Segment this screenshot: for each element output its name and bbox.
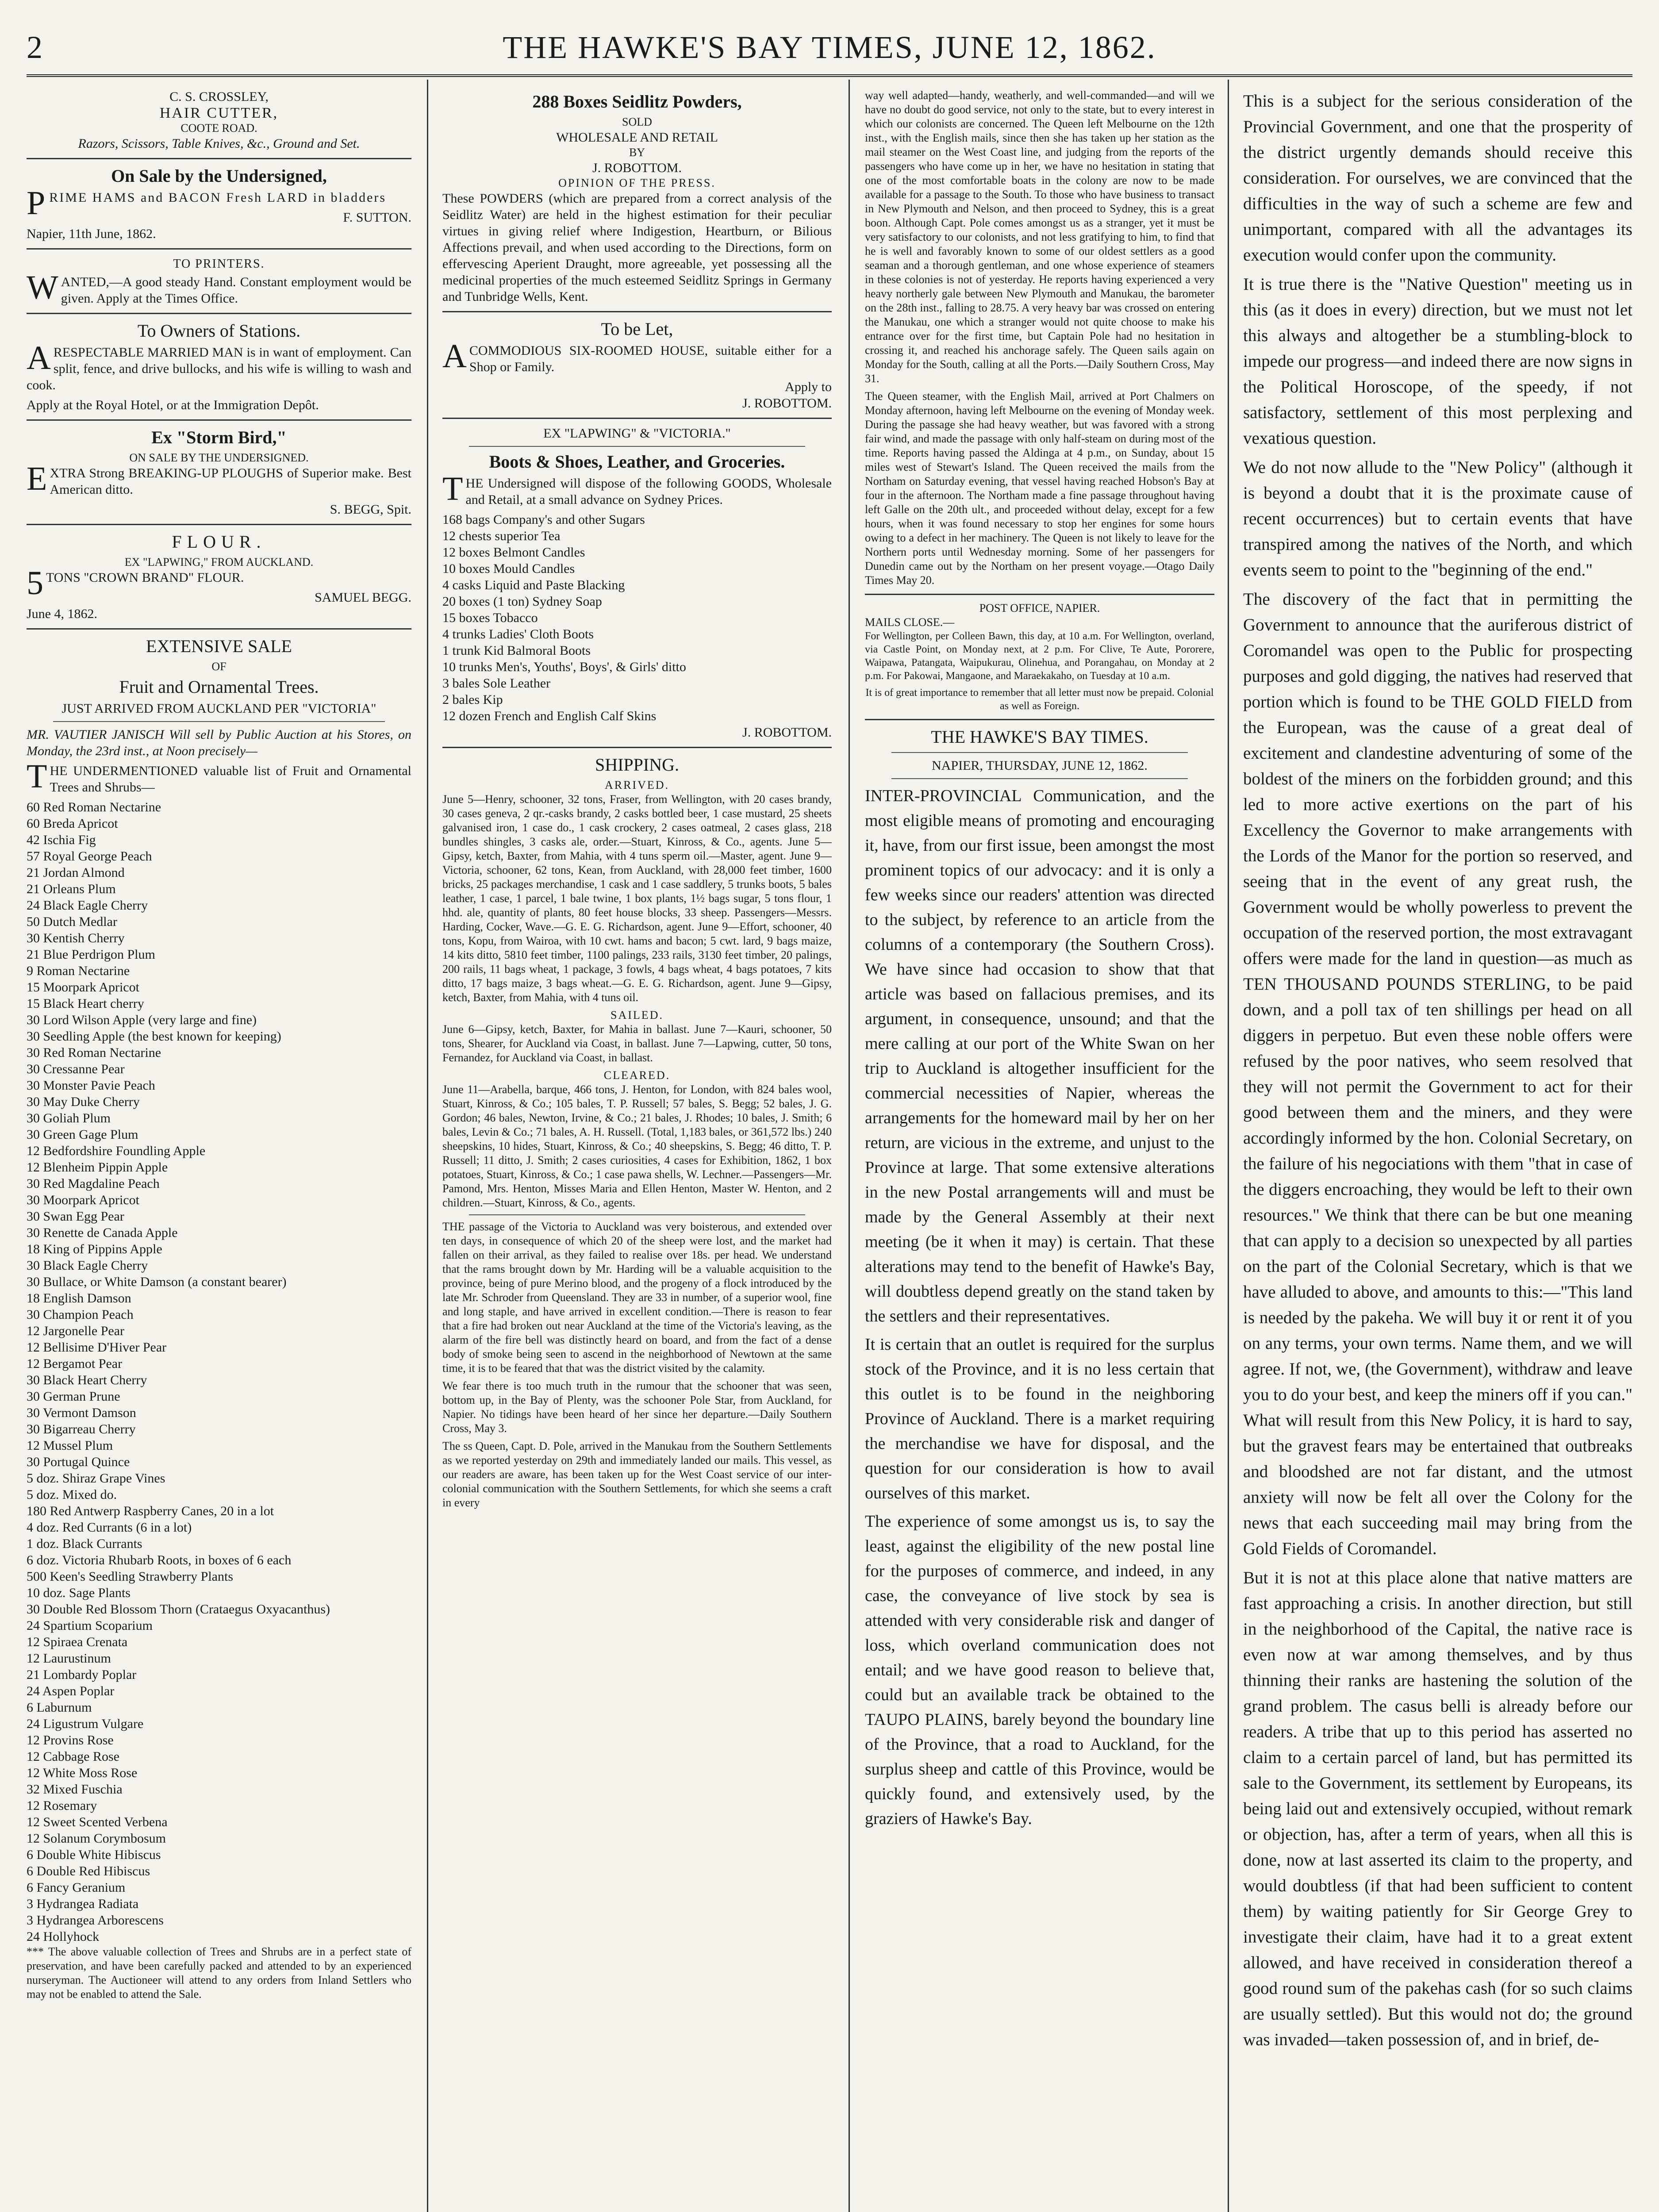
paper-heading: THE HAWKE'S BAY TIMES. (931, 727, 1148, 747)
tree-list-item: 30 Seedling Apple (the best known for keeping) (27, 1029, 281, 1044)
tree-list-item: 12 Bergamot Pear (27, 1356, 123, 1371)
rumour-para: We fear there is too much truth in the rumour that the schooner that was seen, bottom up, in the Bay of Plenty, was the schooner Pole Star, from Auckland, for Napier. No tidings have been heard of her since her departure.—Daily Southern Cross, May 3. (442, 1379, 832, 1435)
tree-list-item: 50 Dutch Medlar (27, 914, 117, 929)
tree-list-item: 30 Black Heart Cherry (27, 1373, 147, 1387)
tree-list-item: 12 Solanum Corymbosum (27, 1831, 166, 1846)
tree-list-item: 30 Renette de Canada Apple (27, 1225, 178, 1240)
tree-list-item: 30 Cressanne Pear (27, 1062, 125, 1076)
goods-list-item: 2 bales Kip (442, 692, 503, 707)
article-para-3: We do not now allude to the "New Policy" (although it is beyond a doubt that it is the proximate cause of recent occurrences) but to certain events that have transpired among the natives of the North, and which events seem to point to the "beginning of the end." (1243, 458, 1632, 580)
divider (27, 313, 411, 314)
tree-list-item: 30 Swan Egg Pear (27, 1209, 124, 1224)
cleared-label: CLEARED. (603, 1069, 671, 1082)
let-text: ACOMMODIOUS SIX-ROOMED HOUSE, suitable either for a Shop or Family. (442, 338, 832, 375)
tree-list-item: 12 Mussel Plum (27, 1438, 113, 1453)
goods-list-item: 15 boxes Tobacco (442, 611, 538, 625)
tree-list-item: 30 Bigarreau Cherry (27, 1422, 136, 1436)
tree-list-item: 1 doz. Black Currants (27, 1536, 142, 1551)
tree-list-item: 24 Ligustrum Vulgare (27, 1717, 144, 1731)
seidlitz-heading: 288 Boxes Seidlitz Powders, (532, 92, 742, 111)
crossley-goods: Razors, Scissors, Table Knives, &c., Ground and Set. (78, 136, 360, 151)
divider (53, 721, 385, 722)
seidlitz-text: These POWDERS (which are prepared from a correct analysis of the Seidlitz Water) are held in the highest estimation for their peculiar virtues in giving relief where Indigestion, Heartburn, or Bilious Affections prevail, and when used according to the Directions, form on effervescing Aperient Draught, more agreeable, yet possessing all the medicinal properties of the much esteemed Seidlitz Springs in Germany and Tunbridge Wells, Kent. (442, 191, 832, 304)
tree-list-item: 18 King of Pippins Apple (27, 1242, 162, 1256)
divider (442, 311, 832, 312)
tree-list-item: 3 Hydrangea Radiata (27, 1897, 139, 1911)
article-para-1: This is a subject for the serious consideration of the Provincial Government, and one that the prosperity of the district urgently demands should receive this consideration. For ourselves, we are convinced that the difficulties in the way of such a scheme are few and unimportant, compared with all the advantages its execution would confer upon the community. (1243, 92, 1632, 265)
goods-list-item: 3 bales Sole Leather (442, 676, 551, 691)
sale-date: Napier, 11th June, 1862. (27, 227, 156, 241)
goods-list-item: 4 trunks Ladies' Cloth Boots (442, 627, 594, 641)
tree-list-item: 6 Double Red Hibiscus (27, 1864, 150, 1878)
let-name: J. ROBOTTOM. (742, 396, 832, 411)
tree-list-item: 12 Rosemary (27, 1798, 97, 1813)
tree-list-item: 9 Roman Nectarine (27, 964, 130, 978)
divider (27, 628, 411, 630)
divider (865, 719, 1214, 720)
owners-heading: To Owners of Stations. (137, 321, 301, 341)
column-4 (1243, 88, 1632, 2212)
goods-list (442, 511, 832, 724)
tree-list-item: 24 Hollyhock (27, 1929, 100, 1944)
printers-heading: TO PRINTERS. (173, 257, 265, 271)
sailed-text: June 6—Gipsy, ketch, Baxter, for Mahia in ballast. June 7—Kauri, schooner, 50 tons, Shearer, for Auckland via Coast, in ballast. June 7—Lapwing, cutter, 50 tons, Fernandez, for Auckland via Coast, in ballast. (442, 1023, 832, 1064)
tree-list-item: 5 doz. Shiraz Grape Vines (27, 1471, 165, 1486)
tree-list-item: 6 Fancy Geranium (27, 1880, 126, 1895)
flour-date: June 4, 1862. (27, 607, 97, 621)
trees-list (27, 799, 411, 1945)
let-heading: To be Let, (601, 319, 673, 339)
printers-text: WANTED,—A good steady Hand. Constant employment would be given. Apply at the Times Office. (27, 269, 411, 306)
goods-list-item: 10 trunks Men's, Youths', Boys', & Girls' ditto (442, 660, 686, 674)
tree-list-item: 3 Hydrangea Arborescens (27, 1913, 164, 1928)
ext-arrived: JUST ARRIVED FROM AUCKLAND PER "VICTORIA" (61, 701, 376, 716)
tree-list-item: 12 Provins Rose (27, 1733, 114, 1747)
tree-list-item: 4 doz. Red Currants (6 in a lot) (27, 1520, 192, 1535)
newspaper-title: THE HAWKE'S BAY TIMES, JUNE 12, 1862. (503, 30, 1156, 65)
flour-sign: SAMUEL BEGG. (315, 590, 411, 605)
tree-list-item: 18 English Damson (27, 1291, 131, 1306)
tree-list-item: 500 Keen's Seedling Strawberry Plants (27, 1569, 233, 1584)
goods-list-item: 12 chests superior Tea (442, 529, 561, 543)
let-apply: Apply to (785, 380, 832, 394)
article-para-2: It is true there is the "Native Question" meeting us in this (as it does in every) direction, but we must not let this always and altogether be a stumbling-block to impede our progress—and indeed there are now signs in the Political Horoscope, of the speedy, if not satisfactory, settlement of this most perplexing and vexatious question. (1243, 275, 1632, 448)
flour-heading: FLOUR. (172, 532, 266, 552)
mails-note: It is of great importance to remember that all letter must now be prepaid. Colonial as well as Foreign. (865, 687, 1214, 712)
masthead (27, 26, 1632, 77)
cleared-text: June 11—Arabella, barque, 466 tons, J. Henton, for London, with 824 bales wool, Stuart, Kinross, & Co.; 105 bales, T. P. Russell; 57 bales, S. Begg; 52 bales, J. G. Gordon; 46 bales, Newton, Irvine, & Co.; 21 bales, J. Rhodes; 10 bales, J. Smith; 6 bales, Levin & Co.; 71 bales, A. H. Russell. (Total, 1,183 bales, or 361,572 lbs.) 240 sheepskins, 10 hides, Stuart, Kinross, & Co.; 40 sheepskins, S. Begg; 46 ditto, T. P. Russell; 11 ditto, J. Smith; 2 cases curiosities, 4 cases for Exhibition, 1862, 1 box potatoes, Stuart, Kinross, & Co.; 1 case pawa shells, W. Lechner.—Passengers—Mr. Pamond, Mrs. Henton, Misses Maria and Ellen Henton, Master W. Henton, and 2 children.—Stuart, Kinross, & Co., agents. (442, 1083, 832, 1209)
stormbird-sub: ON SALE BY THE UNDERSIGNED. (129, 451, 309, 464)
column-rule (849, 80, 850, 2212)
crossley-name: C. S. CROSSLEY, (169, 89, 269, 104)
tree-list-item: 12 White Moss Rose (27, 1766, 138, 1780)
divider (469, 1214, 805, 1215)
stormbird-heading: Ex "Storm Bird," (151, 427, 287, 447)
tree-list-item: 30 Vermont Damson (27, 1406, 136, 1420)
divider (27, 248, 411, 250)
divider (469, 446, 805, 447)
tree-list-item: 6 doz. Victoria Rhubarb Roots, in boxes of 6 each (27, 1553, 292, 1567)
ex-heading: EX "LAPWING" & "VICTORIA." (543, 426, 731, 441)
tree-list-item: 15 Black Heart cherry (27, 996, 144, 1011)
sale-text: PRIME HAMS and BACON Fresh LARD in bladders (27, 184, 387, 222)
tree-list-item: 30 Double Red Blossom Thorn (Crataegus Oxyacanthus) (27, 1602, 330, 1617)
victoria-para: THE passage of the Victoria to Auckland was very boisterous, and extended over ten days, in consequence of which 20 of the sheep were lost, and the market had fallen on their arrival, as they failed to realise over 18s. per head. We understand that the rams brought down by Mr. Harding will be a valuable acquisition to the province, being of pure Merino blood, and the progeny of a flock introduced by the late Mr. Schroder from Queensland. They are 33 in number, of a superior wool, fine and long staple, and have arrived in excellent condition.—There is reason to fear that a fire had broken out near Auckland at the time of the Victoria's leaving, as the alarm of the fire bell was distinctly heard on board, and from the fact of a dense body of smoke being seen to ascend in the neighborhood of Newtown at the same time, it is to be feared that that was the district visited by the calamity. (442, 1220, 832, 1375)
boots-sign: J. ROBOTTOM. (742, 725, 832, 740)
article-para-5: But it is not at this place alone that native matters are fast approaching a crisis. In another direction, but still in the neighborhood of the Capital, the native race is even now at war among themselves, and by thus thinning their ranks are hastening the solution of the grand problem. The casus belli is already before our readers. A tribe that up to this period has asserted no claim to a certain parcel of land, but has permitted its sale to the Government, its settlement by Europeans, its being laid out and extensively occupied, without remark or objection, has, after a term of years, when all this is done, now at last asserted its claim to the property, and would doubtless (if that had been sufficient to content them) by waiting patiently for Sir George Grey to investigate their claim, have had it to a great extent allowed, and have received in consideration thereof a good round sum of the pakehas cash (for so such claims are usually settled). But this would not do; the ground was invaded—taken possession of, and in brief, de- (1243, 1568, 1632, 2049)
ext-heading: EXTENSIVE SALE (146, 636, 292, 656)
seidlitz-opinion: OPINION OF THE PRESS. (558, 177, 716, 189)
stormbird-text: EXTRA Strong BREAKING-UP PLOUGHS of Superior make. Best American ditto. (27, 460, 411, 497)
tree-list-item: 15 Moorpark Apricot (27, 980, 139, 995)
ext-auction: MR. VAUTIER JANISCH Will sell by Public Auction at his Stores, on Monday, the 23rd inst., at Noon precisely— (27, 727, 411, 758)
tree-list-item: 24 Aspen Poplar (27, 1684, 115, 1698)
tree-list-item: 6 Double White Hibiscus (27, 1847, 161, 1862)
divider (27, 419, 411, 421)
tree-list-item: 24 Spartium Scoparium (27, 1618, 153, 1633)
tree-list-item: 12 Sweet Scented Verbena (27, 1815, 168, 1829)
arrived-text: June 5—Henry, schooner, 32 tons, Fraser, from Wellington, with 20 cases brandy, 30 cases geneva, 2 qr.-casks brandy, 2 casks bottled beer, 1 case mustard, 25 sheets galvanised iron, 1 case do., 1 cask crockery, 2 cases oatmeal, 2 cases glass, 218 bundles shingles, 3 casks ale, order.—Stuart, Kinross, & Co., agents. June 5—Gipsy, ketch, Baxter, from Mahia, with 4 tuns sperm oil.—Master, agent. June 9—Victoria, schooner, 62 tons, Kean, from Auckland, with 28,000 feet timber, 1600 bricks, 25 packages merchandise, 1 cask and 1 case saddlery, 5 trunks boots, 5 bales leather, 1 case, 1 parcel, 1 bale twine, 1 box plants, 1½ bags sugar, 5 tons flour, 1 hhd. ale, quantity of plants, 80 feet house blocks, 33 sheep. Passengers—Messrs. Harding, Cocker, Wave.—G. E. G. Richardson, agent. June 9—Effort, schooner, 40 tons, Kopu, from Wairoa, with 10 cwt. hams and bacon; 5 cwt. lard, 9 bags maize, 14 kits ditto, 5810 feet timber, 1100 palings, 233 rails, 3130 feet timber, 20 palings, 200 rails, 11 bags wheat, 1 package, 3 fowls, 4 bags wheat, 4 bags potatoes, 7 kits ditto, 17 bags maize, 3 bags wheat.—G. E. G. Richardson, agent. June 9—Gipsy, ketch, Baxter, from Mahia, with 4 tuns oil. (442, 793, 832, 1004)
ext-note: *** The above valuable collection of Trees and Shrubs are in a perfect state of preservation, and have been carefully packed and attended to by an experienced nurseryman. The Auctioneer will attend to any orders from Inland Settlers who may not be enabled to attend the Sale. (27, 1945, 411, 2001)
goods-list-item: 12 dozen French and English Calf Skins (442, 709, 657, 723)
stormbird-sign: S. BEGG, Spit. (330, 502, 411, 517)
divider (891, 778, 1188, 779)
divider (27, 524, 411, 525)
arrived-label: ARRIVED. (604, 779, 670, 791)
owners-apply: Apply at the Royal Hotel, or at the Immigration Depôt. (27, 398, 319, 412)
tree-list-item: 10 doz. Sage Plants (27, 1586, 131, 1600)
tree-list-item: 42 Ischia Fig (27, 833, 96, 847)
tree-list-item: 12 Blenheim Pippin Apple (27, 1160, 168, 1175)
sale-heading: On Sale by the Undersigned, (111, 166, 327, 186)
tree-list-item: 30 Red Roman Nectarine (27, 1045, 161, 1060)
tree-list-item: 12 Spiraea Crenata (27, 1635, 128, 1649)
tree-list-item: 57 Royal George Peach (27, 849, 152, 864)
goods-list-item: 4 casks Liquid and Paste Blacking (442, 578, 625, 592)
crossley-trade: HAIR CUTTER, (159, 105, 279, 121)
sailed-label: SAILED. (611, 1009, 664, 1022)
ext-intro: THE UNDERMENTIONED valuable list of Fruit and Ornamental Trees and Shrubs— (27, 758, 411, 795)
tree-list-item: 12 Cabbage Rose (27, 1749, 119, 1764)
crossley-road: COOTE ROAD. (180, 122, 257, 134)
goods-list-item: 10 boxes Mould Candles (442, 561, 575, 576)
divider (891, 752, 1188, 753)
flour-text: 5TONS "CROWN BRAND" FLOUR. (27, 565, 244, 602)
column-1 (27, 88, 411, 2212)
flour-sub: EX "LAPWING," FROM AUCKLAND. (124, 556, 314, 568)
tree-list-item: 30 Red Magdaline Peach (27, 1176, 160, 1191)
ext-of: OF (211, 660, 227, 673)
column-3 (865, 88, 1214, 2212)
leader-para-2: It is certain that an outlet is required for the surplus stock of the Province, and it is no less certain that this outlet is to be found in the neighboring Province of Auckland. There is a market requiring the merchandise we have for disposal, and the question for our consideration is how to avail ourselves of this market. (865, 1335, 1214, 1502)
tree-list-item: 12 Jargonelle Pear (27, 1324, 125, 1338)
seidlitz-sold: SOLD (622, 115, 652, 128)
divider (865, 594, 1214, 595)
tree-list-item: 30 Monster Pavie Peach (27, 1078, 155, 1093)
divider (442, 418, 832, 419)
column-rule (1228, 80, 1229, 2212)
tree-list-item: 21 Lombardy Poplar (27, 1667, 137, 1682)
article-para-4: The discovery of the fact that in permitting the Government to announce that the auriferous district of Coromandel was open to the Public for prospecting purposes and gold digging, the natives had reserved that portion which is found to be THE GOLD FIELD from the European, was the cause of a great deal of excitement and clandestine adventuring of some of the boldest of the miners on the forbidden ground; and this led to more active exertions on the part of his Excellency the Governor to make arrangements with the Lords of the Manor for the portion so reserved, and seeing that in the event of any great rush, the Government would be wholly powerless to prevent the occupation of the reserved portion, the most extravagant offers were made for the land in question—as much as TEN THOUSAND POUNDS STERLING, to be paid down, and a poll tax of ten shillings per head on all diggers in perpetuo. But even these noble offers were refused by the poor natives, who seem resolved that they will not permit the Government to act for their good between them and the miners, and they were accordingly informed by the hon. Colonial Secretary, on the failure of his negociations with them "that in case of the diggers encroaching, they would be left to their own resources." We think that there can be but one meaning that can apply to a decision so unexpected by all parties on the part of the Colonial Secretary, which is that we have alluded to above, and amounts to this:—"This land is needed by the pakeha. We will buy it or rent it of you on any terms, your own terms. Name them, and we will agree. If not, we, (the Government), withdraw and leave you to do your best, and keep the miners off if you can." What will result from this New Policy, it is hard to say, but the gravest fears may be entertained that outbreaks and bloodshed are not far distant, and the utmost anxiety will now be felt all over the Colony for the news that each succeeding mail may bring from the Gold Fields of Coromandel. (1243, 590, 1632, 1558)
tree-list-item: 21 Orleans Plum (27, 882, 116, 896)
mails-text: For Wellington, per Colleen Bawn, this day, at 10 a.m. For Wellington, overland, via Castle Point, on Monday next, at 2 p.m. For Clive, Te Aute, Pororere, Waipawa, Patangata, Waipukurau, Olinehua, and Porangahau, on Monday at 2 p.m. For Pakowai, Mangaone, and Maraekakaho, on Tuesday at 10 a.m. (865, 630, 1214, 682)
tree-list-item: 30 Portugal Quince (27, 1455, 130, 1469)
seidlitz-name: J. ROBOTTOM. (592, 161, 682, 175)
owners-text: ARESPECTABLE MARRIED MAN is in want of employment. Can split, fence, and drive bullocks, and his wife is willing to wash and cook. (27, 339, 411, 392)
goods-list-item: 12 boxes Belmont Candles (442, 545, 585, 560)
seidlitz-sub: WHOLESALE AND RETAIL (556, 130, 718, 145)
tree-list-item: 60 Red Roman Nectarine (27, 800, 161, 814)
shipping-heading: SHIPPING. (595, 755, 680, 775)
tree-list-item: 30 Goliah Plum (27, 1111, 111, 1125)
boots-heading: Boots & Shoes, Leather, and Groceries. (489, 452, 785, 472)
cont-para: way well adapted—handy, weatherly, and well-commanded—and will we have no doubt do good service, not only to the state, but to every interest in which our colonists are concerned. The Queen left Melbourne on the 12th inst., with the English mails, since then she has taken up her station as the mail steamer on the West Coast line, and judging from the reports of the passengers who have come up in her, we have no hesitation in stating that one of the most comfortable boats in the colony are now to be made available for a passage to the South. To those who have business to transact in New Plymouth and Nelson, and then proceed to Sydney, this is a great boon. Although Capt. Pole comes amongst us as a stranger, yet it must be very satisfactory to our colonists, and not less gratifying to him, to find that he is well and favorably known to some of our oldest settlers as a good seaman and a thorough gentleman, and one whose experience of steamers in these colonies is not of yesterday. He reports having experienced a very heavy northerly gale between New Plymouth and Manukau, the barometer on the 28th inst., falling to 28.75. A very heavy bar was crossed on entering the Manukau, one which a stranger would not quite choose to make his entrance over for the first time, but Captain Pole had no hesitation in crossing it, and reached his anchorage safely. The Queen sails again on Monday for the South, calling at all the Ports.—Daily Southern Cross, May 31. (865, 89, 1214, 385)
seidlitz-by: BY (629, 146, 645, 159)
tree-list-item: 30 German Prune (27, 1389, 120, 1404)
tree-list-item: 12 Bedfordshire Foundling Apple (27, 1144, 206, 1158)
tree-list-item: 24 Black Eagle Cherry (27, 898, 148, 913)
ext-sub: Fruit and Ornamental Trees. (119, 677, 319, 697)
tree-list-item: 30 Champion Peach (27, 1307, 134, 1322)
goods-list-item: 168 bags Company's and other Sugars (442, 512, 645, 527)
tree-list-item: 32 Mixed Fuschia (27, 1782, 123, 1797)
tree-list-item: 180 Red Antwerp Raspberry Canes, 20 in a lot (27, 1504, 274, 1518)
leader-para-3: The experience of some amongst us is, to say the least, against the eligibility of the new postal line for the purposes of commerce, and indeed, in any case, the conveyance of live stock by sea is attended with very considerable risk and danger of loss, which overland communication does not entail; and we have good reason to believe that, could but an available track be obtained to the TAUPO PLAINS, barely beyond the boundary line of the Province, that a road to Auckland, for the surplus sheep and cattle of this Province, would be quickly found, and extensively used, by the graziers of Hawke's Bay. (865, 1512, 1214, 1828)
goods-list-item: 1 trunk Kid Balmoral Boots (442, 643, 591, 658)
column-rule (427, 80, 428, 2212)
tree-list-item: 30 Black Eagle Cherry (27, 1258, 148, 1273)
tree-list-item: 12 Laurustinum (27, 1651, 111, 1666)
queen2-para: The Queen steamer, with the English Mail, arrived at Port Chalmers on Monday afternoon, having left Melbourne on the evening of Monday week. During the passage she had heavy weather, but was favored with a strong fair wind, and made the passage with only half-steam on during most of the time. Reports having passed the Aldinga at 4 p.m., on Sunday, about 15 miles west of Stewart's Island. The Queen received the mails from the Northam on Saturday evening, that vessel having reached Hobson's Bay at four in the afternoon. The Northam made a fine passage throughout having left Galle on the 20th ult., and proceeded without delay, except for a few hours, when it was found necessary to stop her engines for some hours owing to a defect in her machinery. The Queen is not likely to leave for the Northern ports until Wednesday morning. Some of her passengers for Dunedin came out by the Northam on her present voyage.—Otago Daily Times May 20. (865, 390, 1214, 587)
post-heading: POST OFFICE, NAPIER. (979, 602, 1100, 614)
goods-list-item: 20 boxes (1 ton) Sydney Soap (442, 594, 602, 609)
page-number: 2 (27, 30, 42, 65)
tree-list-item: 30 May Duke Cherry (27, 1094, 140, 1109)
leader-para-1: INTER-PROVINCIAL Communication, and the most eligible means of promoting and encouraging it, have, from our first issue, been amongst the most prominent topics of our advocacy: and it is only a few weeks since our readers' attention was directed to the subject, by reference to an article from the columns of a contemporary (the Southern Cross). We have since had occasion to show that that article was based on fallacious premises, and its argument, in consequence, unsound; and that the mere calling at our port of the White Swan on her trip to Auckland is altogether insufficient for the commercial necessities of Napier, whereas the arrangements for the homeward mail by her on her return, are vicious in the extreme, and unjust to the Province at large. That some extensive alterations in the new Postal arrangements will and must be made by the General Assembly at their next meeting (be it when it may) is certain. That these alterations may tend to the benefit of Hawke's Bay, will doubtless depend greatly on the stand taken by the settlers and their representatives. (865, 787, 1214, 1325)
tree-list-item: 30 Moorpark Apricot (27, 1193, 139, 1207)
tree-list-item: 30 Green Gage Plum (27, 1127, 138, 1142)
boots-intro: THE Undersigned will dispose of the following GOODS, Wholesale and Retail, at a small advance on Sydney Prices. (442, 470, 832, 507)
sale-sign: F. SUTTON. (343, 210, 411, 225)
column-2 (442, 88, 832, 2212)
tree-list-item: 21 Jordan Almond (27, 865, 125, 880)
tree-list-item: 30 Bullace, or White Damson (a constant bearer) (27, 1275, 287, 1289)
tree-list-item: 6 Laburnum (27, 1700, 92, 1715)
divider (442, 747, 832, 748)
tree-list-item: 5 doz. Mixed do. (27, 1487, 117, 1502)
mails-label: MAILS CLOSE.— (865, 616, 955, 629)
tree-list-item: 30 Lord Wilson Apple (very large and fine) (27, 1013, 257, 1027)
paper-dateline: NAPIER, THURSDAY, JUNE 12, 1862. (932, 758, 1148, 773)
tree-list-item: 30 Kentish Cherry (27, 931, 125, 945)
tree-list-item: 21 Blue Perdrigon Plum (27, 947, 155, 962)
divider (27, 158, 411, 159)
tree-list-item: 12 Bellisime D'Hiver Pear (27, 1340, 167, 1355)
queen-para: The ss Queen, Capt. D. Pole, arrived in the Manukau from the Southern Settlements as we reported yesterday on 29th and immediately landed our mails. This vessel, as our readers are aware, has been taken up for the West Coast service of our inter-colonial communication with the Southern Settlements, for which she seems a craft in every (442, 1440, 832, 1509)
tree-list-item: 60 Breda Apricot (27, 816, 118, 831)
